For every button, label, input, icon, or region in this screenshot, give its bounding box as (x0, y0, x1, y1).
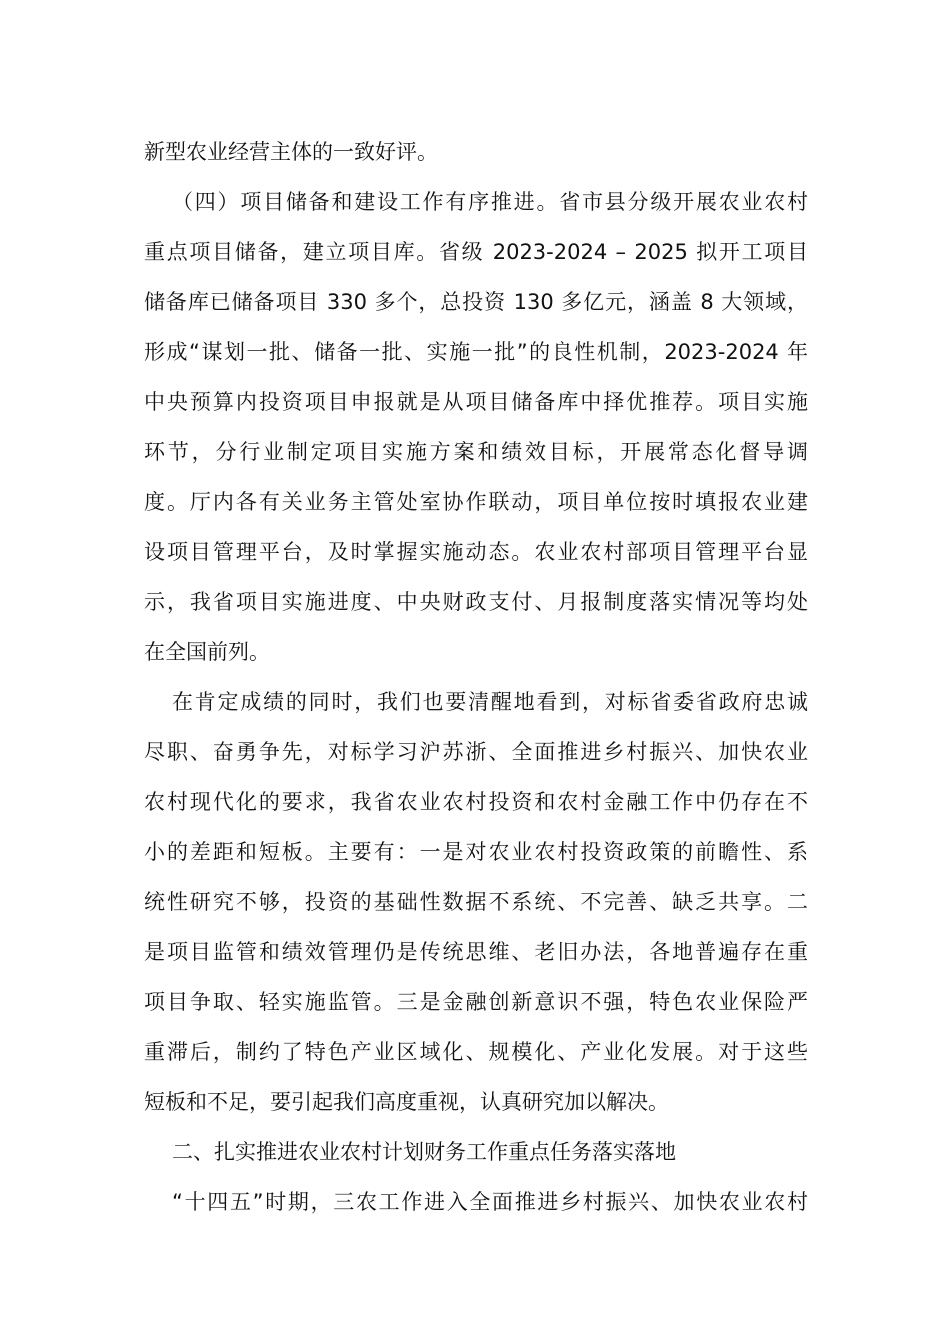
text-line: 农村现代化的要求，我省农业农村投资和农村金融工作中仍存在不 (144, 790, 808, 814)
text-line: 度。厅内各有关业务主管处室协作联动，项目单位按时填报农业建 (144, 490, 808, 514)
paragraph (144, 677, 808, 1127)
text-line: 形成“谋划一批、储备一批、实施一批”的良性机制，2023-2024 年 (144, 340, 808, 364)
text-line: 是项目监管和绩效管理仍是传统思维、老旧办法，各地普遍存在重 (144, 940, 808, 964)
text-line: “十四五”时期，三农工作进入全面推进乡村振兴、加快农业农村 (172, 1190, 808, 1214)
text-line: 示，我省项目实施进度、中央财政支付、月报制度落实情况等均处 (144, 590, 808, 614)
paragraph (144, 1177, 808, 1227)
paragraph (144, 127, 808, 177)
text-line: 储备库已储备项目 330 多个，总投资 130 多亿元，涵盖 8 大领域， (144, 290, 808, 314)
text-line: 重滞后，制约了特色产业区域化、规模化、产业化发展。对于这些 (144, 1040, 808, 1064)
section-heading (144, 1127, 808, 1177)
text-line: （四）项目储备和建设工作有序推进。省市县分级开展农业农村 (172, 190, 808, 214)
paragraph (144, 177, 808, 677)
text-line: 环节，分行业制定项目实施方案和绩效目标，开展常态化督导调 (144, 440, 808, 464)
text-line: 尽职、奋勇争先，对标学习沪苏浙、全面推进乡村振兴、加快农业 (144, 740, 808, 764)
text-line: 小的差距和短板。主要有：一是对农业农村投资政策的前瞻性、系 (144, 840, 808, 864)
text-line: 新型农业经营主体的一致好评。 (144, 140, 438, 164)
text-line: 短板和不足，要引起我们高度重视，认真研究加以解决。 (144, 1090, 669, 1114)
text-line: 重点项目储备，建立项目库。省级 2023-2024 – 2025 拟开工项目 (144, 240, 808, 264)
text-line: 统性研究不够，投资的基础性数据不系统、不完善、缺乏共享。二 (144, 890, 808, 914)
text-line: 设项目管理平台，及时掌握实施动态。农业农村部项目管理平台显 (144, 540, 808, 564)
text-line: 中央预算内投资项目申报就是从项目储备库中择优推荐。项目实施 (144, 390, 808, 414)
section-heading-text: 二、扎实推进农业农村计划财务工作重点任务落实落地 (172, 1140, 676, 1164)
document-body (144, 127, 808, 1227)
text-line: 在全国前列。 (144, 640, 270, 664)
text-line: 项目争取、轻实施监管。三是金融创新意识不强，特色农业保险严 (144, 990, 808, 1014)
text-line: 在肯定成绩的同时，我们也要清醒地看到，对标省委省政府忠诚 (172, 690, 808, 714)
